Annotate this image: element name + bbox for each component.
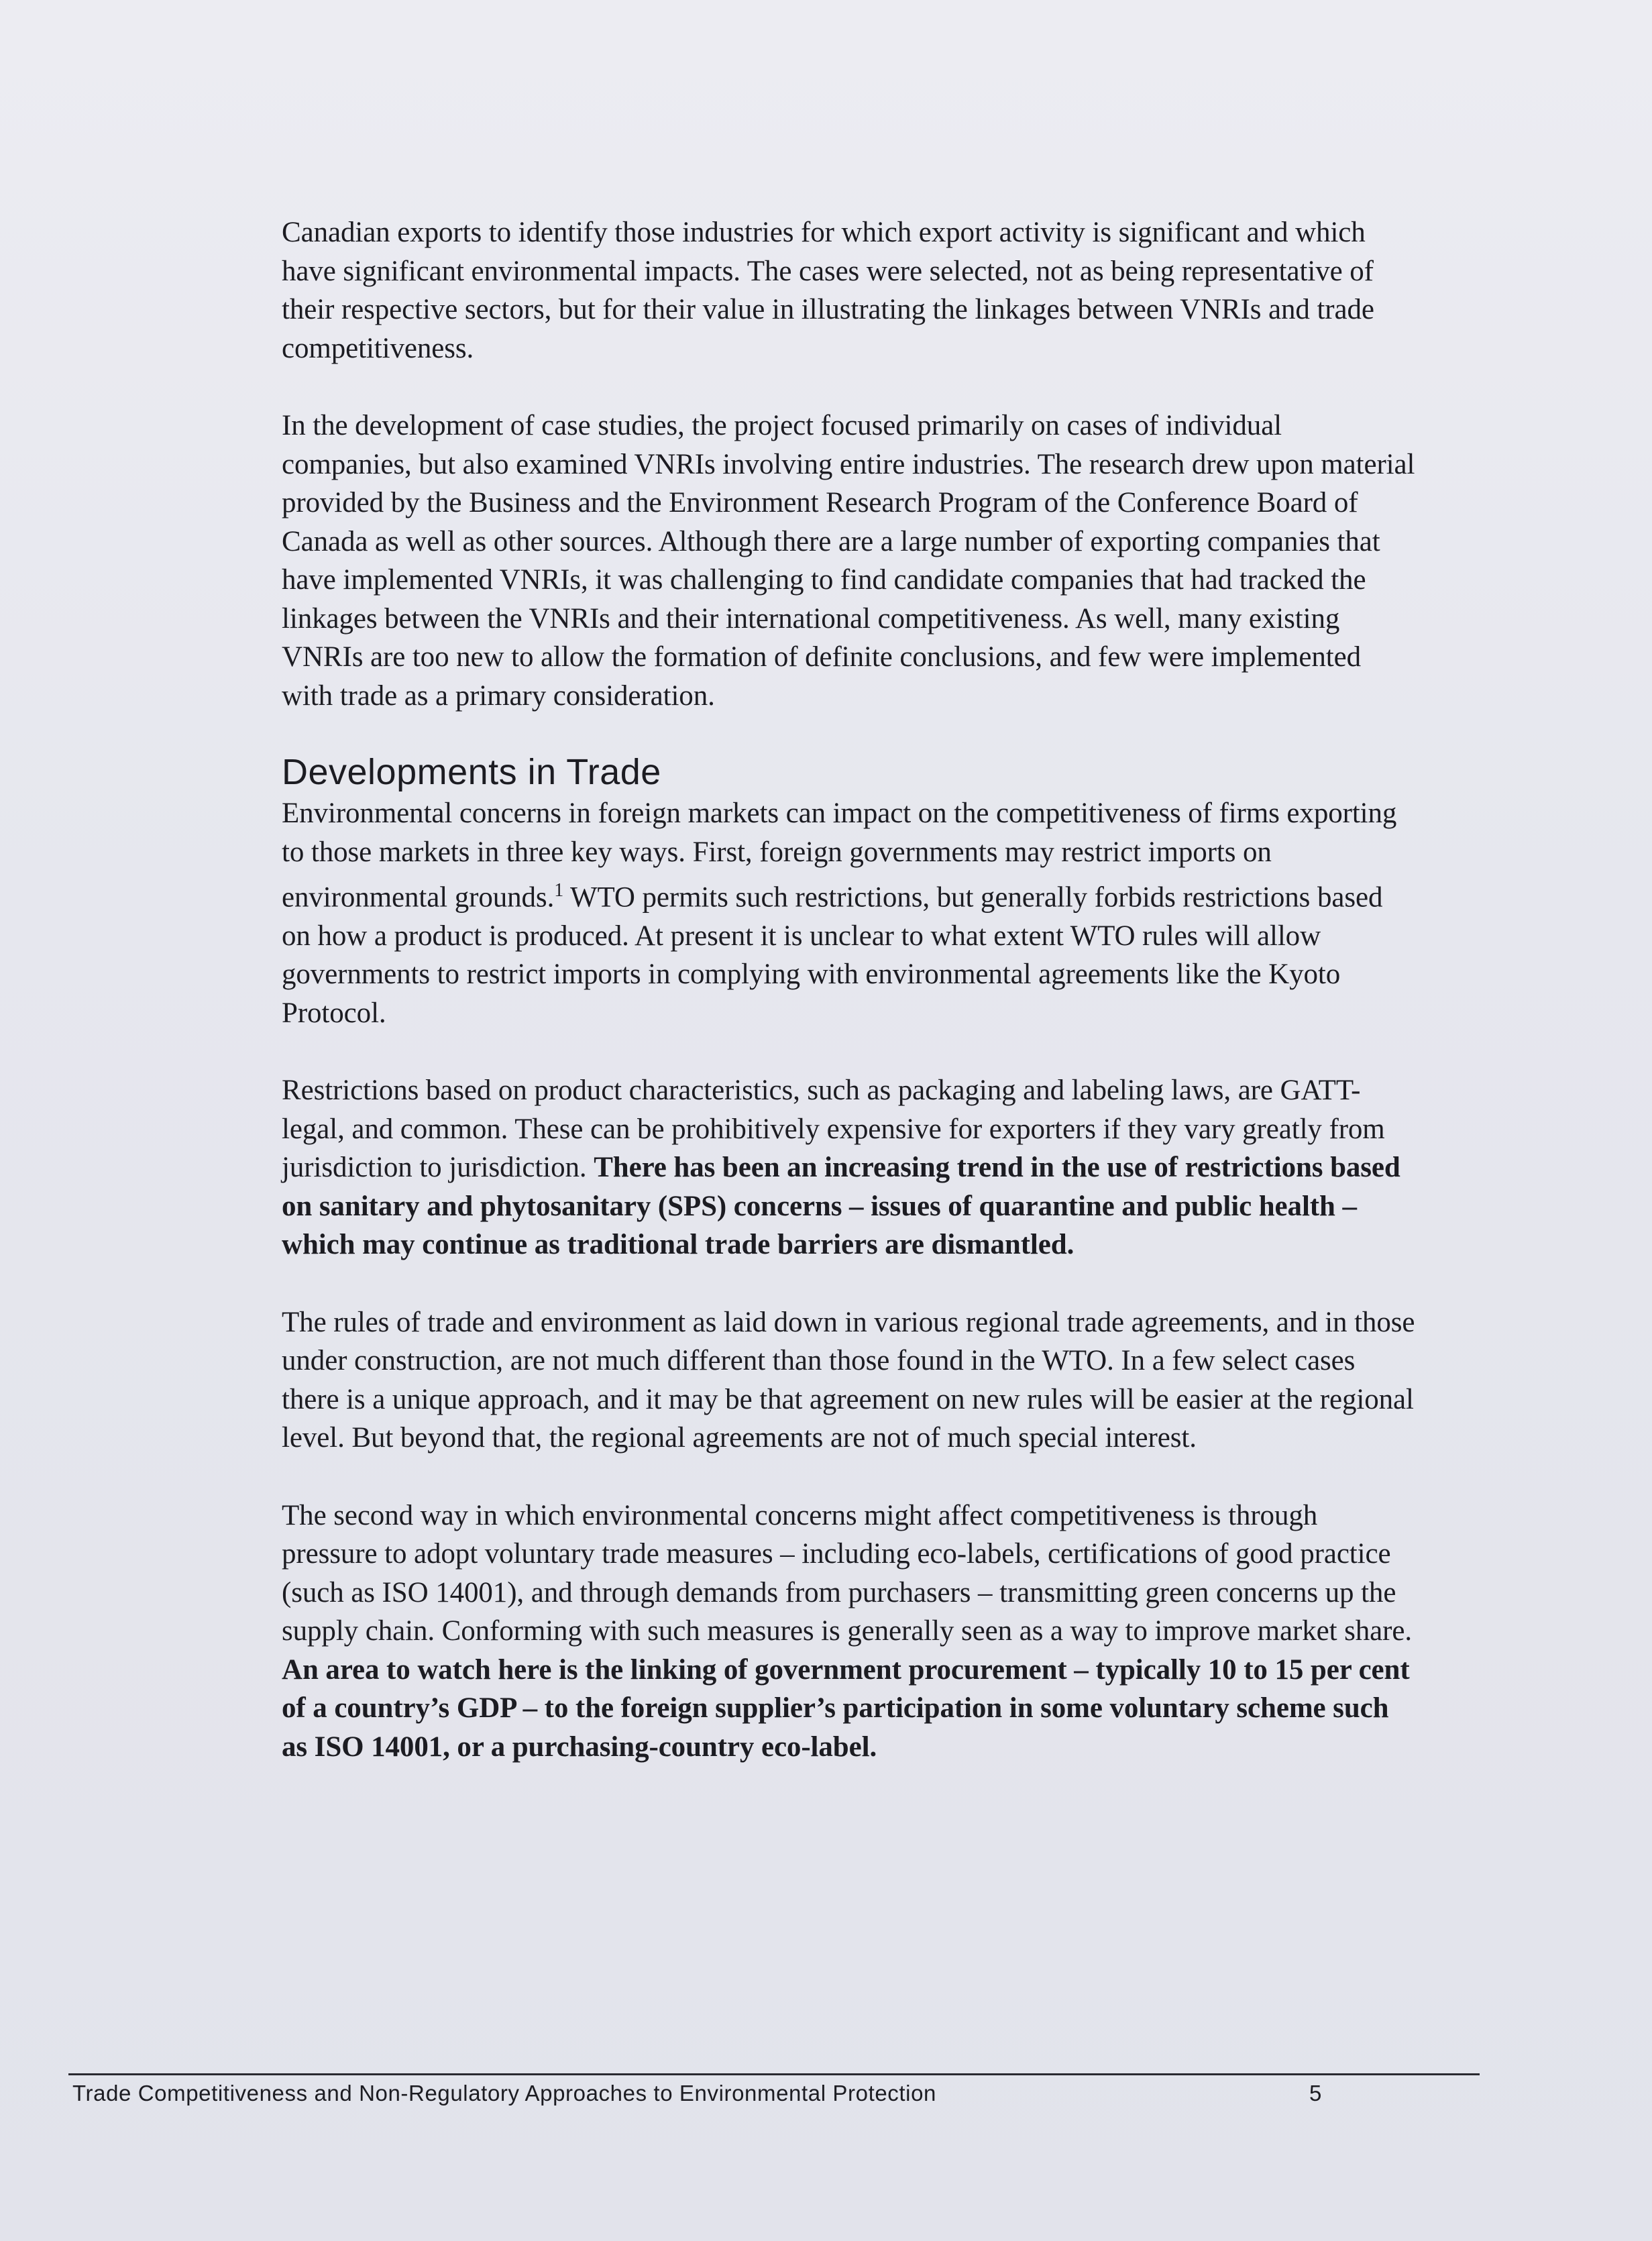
paragraph-case-studies: In the development of case studies, the project focused primarily on cases of individual companies, but also examined VNRIs involving entire industries. The research drew upon material provided by the Business and the Environment Research Program of the Conference Board of Canada as well as other sources. Although there are a large number of exporting companies that have implemented VNRIs, it was challenging to find candidate companies that had tracked the linkages between the VNRIs and their international competitiveness. As well, many existing VNRIs are too new to allow the formation of definite conclusions, and few were implemented with trade as a primary consideration. — [282, 410, 1415, 712]
bold-highlight: There has been an increasing trend in the use of restrictions based on sanitary and phytosanitary (SPS) concerns – issues of quarantine and public health – which may continue as traditional trade barriers are dismantled. — [282, 1152, 1400, 1261]
paragraph-environmental-concerns — [282, 794, 1415, 1032]
paragraph-product-restrictions — [282, 1071, 1415, 1264]
paragraph-text: Environmental concerns in foreign markets can impact on the competitiveness of firms exporting to those markets in three key ways. First, foreign governments may restrict imports on environmental grounds. — [282, 798, 1397, 914]
paragraph-regional-agreements: The rules of trade and environment as laid down in various regional trade agreements, and in those under construction, are not much different than those found in the WTO. In a few select cases there is a unique approach, and it may be that agreement on new rules will be easier at the regional level. But beyond that, the regional agreements are not of much special interest. — [282, 1306, 1415, 1454]
footnote-marker: 1 — [554, 880, 564, 901]
bold-highlight: An area to watch here is the linking of government procurement – typically 10 to 15 per cent of a country’s GDP – to the foreign supplier’s participation in some voluntary scheme such as ISO 14001, or a purchasing-country eco-label. — [282, 1653, 1410, 1763]
section-heading: Developments in Trade — [282, 752, 661, 792]
paragraph-case-selection: Canadian exports to identify those industries for which export activity is significant and which have significant environmental impacts. The cases were selected, not as being representative of their respective sectors, but for their value in illustrating the linkages between VNRIs and trade competitiveness. — [282, 217, 1374, 364]
paragraph-text-cont: WTO permits such restrictions, but generally forbids restrictions based on how a product is produced. At present it is unclear to what extent WTO rules will allow governments to restrict imports in complying with environmental agreements like the Kyoto Protocol. — [282, 881, 1383, 1029]
footer-divider — [68, 2073, 1480, 2075]
paragraph-text: Restrictions based on product characteristics, such as packaging and labeling laws, are GATT-legal, and common. These can be prohibitively expensive for exporters if they vary greatly from jurisdiction to jurisdiction. — [282, 1075, 1385, 1184]
paragraph-voluntary-measures — [282, 1496, 1415, 1767]
footer-title: Trade Competitiveness and Non-Regulatory Approaches to Environmental Protection — [72, 2081, 937, 2106]
paragraph-text: The second way in which environmental concerns might affect competitiveness is through pressure to adopt voluntary trade measures – including eco-labels, certifications of good practice (such as ISO 14001), and through demands from purchasers – transmitting green concerns up the supply chain. Conforming with such measures is generally seen as a way to improve market share. — [282, 1499, 1412, 1647]
page-body — [282, 213, 1415, 1805]
page-number: 5 — [1309, 2081, 1322, 2106]
